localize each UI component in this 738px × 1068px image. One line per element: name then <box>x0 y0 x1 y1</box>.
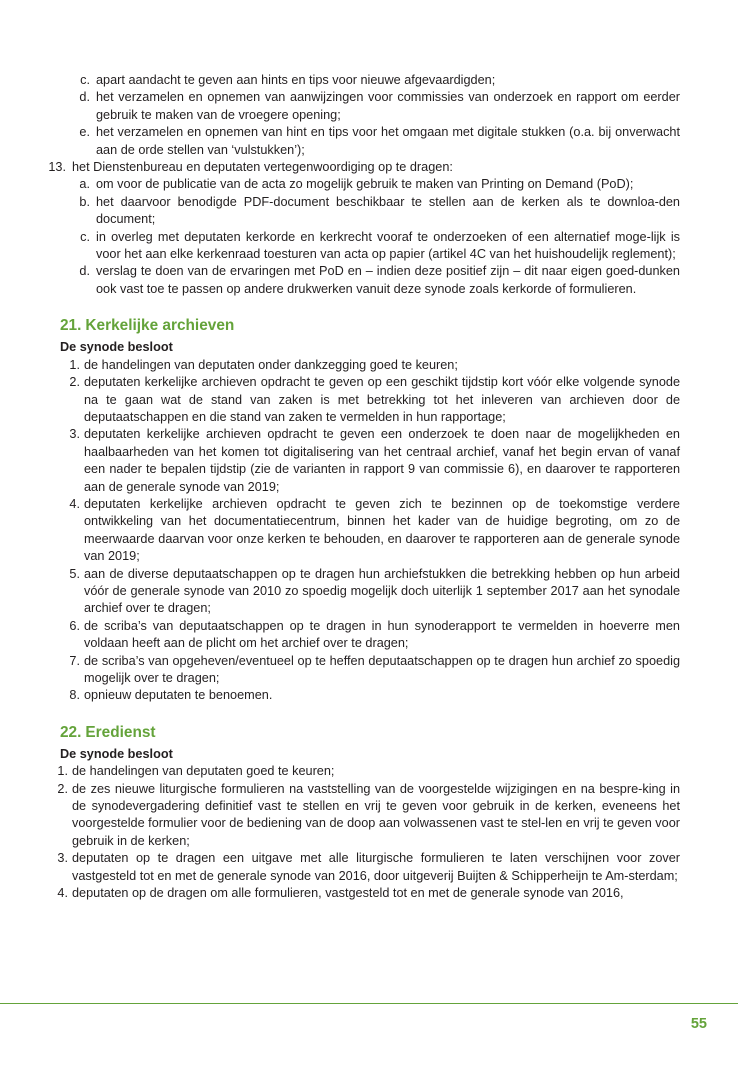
section-heading <box>60 316 680 336</box>
list-item <box>48 763 680 780</box>
list-text: het verzamelen en opnemen van aanwijzingen voor commissies van onderzoek en rapport om eerder gebruik te maken van de vroegere opening; <box>96 90 680 122</box>
decision-intro: De synode besloot <box>60 746 173 761</box>
list-item <box>60 229 680 264</box>
list-text: deputaten kerkelijke archieven opdracht te geven een onderzoek te doen naar de mogelijkheden en haalbaarheden van het komen tot digitalisering van het centraal archief, vanaf het begin ervan of vanaf een nader te bepalen tijdstip (zie de varianten in rapport 9 van commissie 6), en daarover te rapporteren aan de generale synode van 2019; <box>84 427 680 494</box>
section-heading <box>60 723 680 743</box>
section-title: Kerkelijke archieven <box>85 317 235 335</box>
list-text: deputaten kerkelijke archieven opdracht te geven op een geschikt tijdstip kort vóór elke volgende synode na te gaan wat de stand van zaken is met betrekking tot het inleveren van archieven door de deputaatschappen en die stand van zaken te vermelden in hun rapportage; <box>84 375 680 424</box>
list-text: het verzamelen en opnemen van hint en tips voor het omgaan met digitale stukken (o.a. bij onverwacht aan de orde stellen van ‘vulstukken’); <box>96 125 680 157</box>
list-marker: 2. <box>57 781 68 796</box>
list-text: de handelingen van deputaten goed te keuren; <box>72 764 335 779</box>
list-item <box>36 159 680 176</box>
page-number: 55 <box>690 1016 707 1032</box>
list-text: de zes nieuwe liturgische formulieren na vaststelling van de voorgestelde wijzigingen en na bespre-king in de synodevergadering definitief vast te stellen en vrij te geven voor gebruik in de kerken, eveneens het voorgestelde formulier voor de bediening van de doop aan volwassenen vast te stel-len en vrij te geven voor gebruik in de kerken; <box>72 781 680 848</box>
section-number: 22. <box>60 723 82 741</box>
list-item <box>60 426 680 496</box>
list-marker: 1. <box>69 357 80 372</box>
list-marker: 1. <box>57 764 68 779</box>
decision-intro: De synode besloot <box>60 340 173 355</box>
list-item <box>60 89 680 124</box>
list-marker: 4. <box>69 496 80 511</box>
list-item <box>60 357 680 374</box>
list-item <box>60 618 680 653</box>
list-text: de handelingen van deputaten onder dankzegging goed te keuren; <box>84 357 458 372</box>
list-item <box>60 263 680 298</box>
list-marker: c. <box>80 229 90 244</box>
list-text: in overleg met deputaten kerkorde en kerkrecht vooraf te onderzoeken of een alternatief moge-lijk is voor het aan elke kerkenraad toesturen van acta op papier (artikel 4C van het huishoudelijk reglement); <box>96 229 680 262</box>
list-text: deputaten op de dragen om alle formulieren, vastgesteld tot en met de generale synode van 2016, <box>72 886 624 901</box>
list-marker: 13. <box>48 160 66 175</box>
list-marker: d. <box>79 90 90 105</box>
list-item <box>60 124 680 159</box>
list-item <box>48 885 680 902</box>
list-marker: 6. <box>69 618 80 633</box>
list-text: het Dienstenbureau en deputaten vertegenwoordiging op te dragen: <box>72 160 453 175</box>
list-marker: b. <box>79 194 90 209</box>
list-marker: 4. <box>57 886 68 901</box>
list-marker: d. <box>79 264 90 279</box>
list-text: het daarvoor benodigde PDF-document beschikbaar te stellen aan de kerken als te downloa-den document; <box>96 194 680 227</box>
section-title: Eredienst <box>85 723 156 741</box>
page-content <box>48 72 680 902</box>
list-text: deputaten op te dragen een uitgave met alle liturgische formulieren te laten verschijnen voor zover vastgesteld tot en met de generale synode van 2016, door uitgeverij Buijten & Schipperheijn te Am-sterdam; <box>72 851 680 883</box>
list-item <box>60 72 680 89</box>
list-text: de scriba’s van deputaatschappen op te dragen in hun synoderapport te vermelden in hoeverre men voldaan heeft aan de plicht om het archief over te dragen; <box>84 618 680 651</box>
list-item <box>60 496 680 566</box>
list-marker: 5. <box>69 566 80 581</box>
list-text: apart aandacht te geven aan hints en tips voor nieuwe afgevaardigden; <box>96 73 496 87</box>
section-number: 21. <box>60 317 82 335</box>
list-item <box>48 781 680 851</box>
list-item <box>60 194 680 229</box>
list-text: de scriba’s van opgeheven/eventueel op te heffen deputaatschappen op te dragen hun archief zo spoedig mogelijk over te dragen; <box>84 653 680 685</box>
list-item <box>48 850 680 885</box>
list-marker: e. <box>79 125 90 140</box>
list-item <box>60 687 680 704</box>
footer-divider <box>0 1003 738 1004</box>
list-text: verslag te doen van de ervaringen met PoD en – indien deze positief zijn – dit naar eigen goed-dunken ook vast toe te passen op andere drukwerken vanuit deze synode zoals kerkorde of formulieren. <box>96 264 680 296</box>
list-marker: 2. <box>69 375 80 390</box>
list-item <box>60 566 680 618</box>
list-text: aan de diverse deputaatschappen op te dragen hun archiefstukken die betrekking hebben op hun arbeid vóór de generale synode van 2010 zo spoedig mogelijk doch uiterlijk 1 september 2017 aan het synodale archief over te dragen; <box>84 566 680 616</box>
list-text: opnieuw deputaten te benoemen. <box>84 688 273 703</box>
list-marker: a. <box>79 177 90 192</box>
list-text: deputaten kerkelijke archieven opdracht te geven zich te bezinnen op de toekomstige verdere ontwikkeling van het documentatiecentrum, binnen het kader van de huidige begroting, om zo de meerwaarde daarvan voor onze kerken te behouden, en daarover te rapporteren aan de generale synode van 2019; <box>84 496 680 564</box>
list-item <box>60 653 680 688</box>
list-marker: 7. <box>69 653 80 668</box>
list-item <box>60 374 680 426</box>
list-marker: 3. <box>69 427 80 442</box>
list-marker: c. <box>80 73 90 87</box>
list-marker: 3. <box>57 851 68 866</box>
list-marker: 8. <box>69 688 80 703</box>
list-item <box>60 176 680 193</box>
list-text: om voor de publicatie van de acta zo mogelijk gebruik te maken van Printing on Demand (PoD); <box>96 177 634 192</box>
